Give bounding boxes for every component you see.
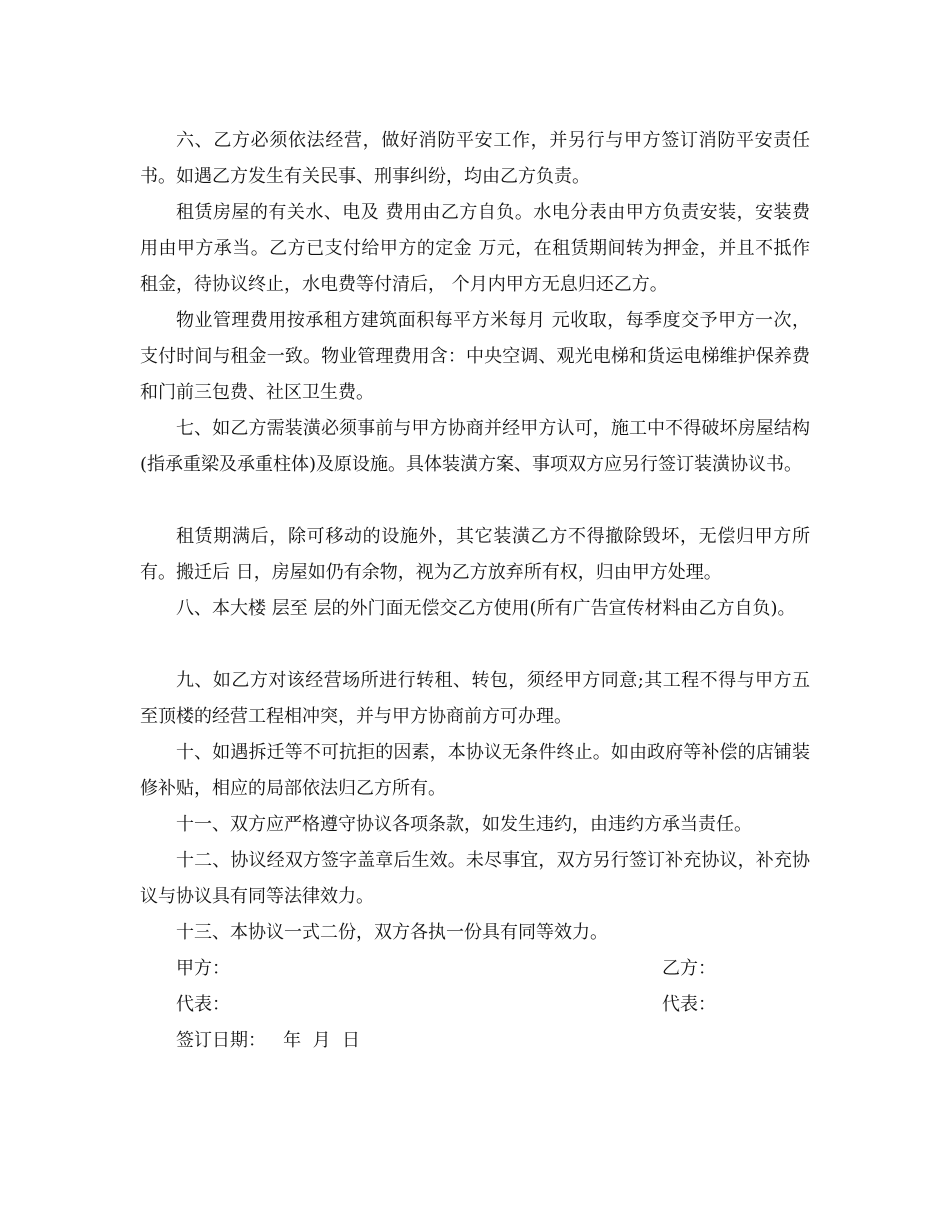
clause-12: 十二、协议经双方签字盖章后生效。未尽事宜，双方另行签订补充协议，补充协议与协议具有同等法律效力。 (140, 850, 810, 907)
clause-11: 十一、双方应严格遵守协议各项条款，如发生违约，由违约方承当责任。 (176, 814, 752, 835)
clause-7-lease-end: 租赁期满后，除可移动的设施外，其它装潢乙方不得撤除毁坏，无偿归甲方所有。搬迁后 日，房屋如仍有余物，视为乙方放弃所有权，归由甲方处理。 (140, 526, 810, 583)
clause-13: 十三、本协议一式二份，双方各执一份具有同等效力。 (176, 922, 608, 943)
clause-6: 六、乙方必须依法经营，做好消防平安工作，并另行与甲方签订消防平安责任书。如遇乙方发生有关民事、刑事纠纷，均由乙方负责。 (140, 130, 810, 187)
clause-8: 八、本大楼 层至 层的外门面无偿交乙方使用(所有广告宣传材料由乙方自负)。 (176, 598, 796, 619)
clause-6-utilities: 租赁房屋的有关水、电及 费用由乙方自负。水电分表由甲方负责安装，安装费用由甲方承当。乙方已支付给甲方的定金 万元，在租赁期间转为押金，并且不抵作租金，待协议终止，水电费等付清后， 个月内甲方无息归还乙方。 (140, 202, 810, 295)
clause-10: 十、如遇拆迁等不可抗拒的因素，本协议无条件终止。如由政府等补偿的店铺装修补贴，相应的局部依法归乙方所有。 (140, 742, 810, 799)
clause-9: 九、如乙方对该经营场所进行转租、转包，须经甲方同意;其工程不得与甲方五至顶楼的经营工程相冲突，并与甲方协商前方可办理。 (140, 670, 810, 727)
party-a-representative-label: 代表： (176, 994, 230, 1015)
party-b-representative-label: 代表： (662, 994, 716, 1015)
party-b-label: 乙方： (662, 958, 716, 979)
signing-date-label: 签订日期： 年 月 日 (176, 1030, 361, 1051)
clause-6-property-fee: 物业管理费用按承租方建筑面积每平方米每月 元收取，每季度交予甲方一次，支付时间与租金一致。物业管理费用含：中央空调、观光电梯和货运电梯维护保养费和门前三包费、社区卫生费。 (140, 310, 810, 403)
party-a-label: 甲方： (176, 958, 230, 979)
clause-7: 七、如乙方需装潢必须事前与甲方协商并经甲方认可，施工中不得破坏房屋结构(指承重梁及承重柱体)及原设施。具体装潢方案、事项双方应另行签订装潢协议书。 (140, 418, 810, 475)
